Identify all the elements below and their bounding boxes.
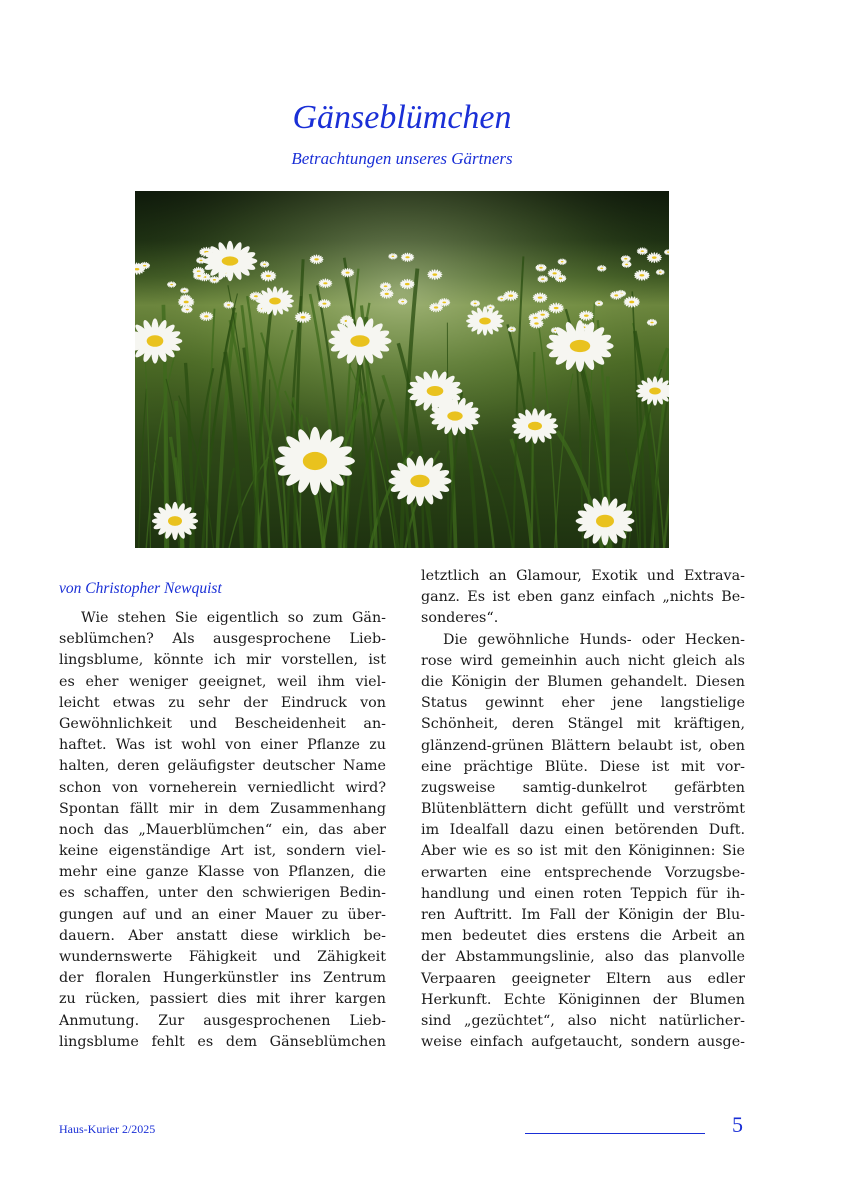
text-line: sonderes“. <box>421 610 499 627</box>
text-line: Herkunft. Echte Königinnen der Blumen <box>421 991 745 1008</box>
daisy-flower <box>512 408 558 444</box>
article-subtitle: Betrachtungen unseres Gärtners <box>291 149 513 168</box>
daisy-flower <box>380 282 392 290</box>
text-column-right <box>421 566 745 1053</box>
text-line: im Idealfall dazu einen betörenden Duft. <box>421 822 745 839</box>
daisy-flower <box>427 269 442 280</box>
daisy-flower <box>529 318 544 328</box>
text-line: glänzend-grünen Blättern belaubt ist, oben <box>421 737 745 754</box>
daisy-flower <box>634 270 650 281</box>
footer-issue: Haus-Kurier 2/2025 <box>59 1122 156 1136</box>
text-column-left <box>59 608 386 1053</box>
text-line: der floralen Hungerkünstler ins Zentrum <box>59 970 386 987</box>
text-line: Wie stehen Sie eigentlich so zum Gän- <box>81 610 386 626</box>
text-line: es eher weniger geeignet, weil ihm viel- <box>59 673 386 690</box>
daisy-flower <box>576 497 635 546</box>
text-line: dauern. Aber anstatt diese wirklich be- <box>59 927 386 944</box>
article-title: Gänseblümchen <box>292 99 512 136</box>
daisy-flower <box>536 310 550 320</box>
text-line: halten, deren geläufigster deutscher Name <box>59 758 386 775</box>
text-line: noch das „Mauerblümchen“ ein, das aber <box>59 821 386 838</box>
text-line: rose wird gemeinhin auch nicht gleich als <box>421 652 745 669</box>
daisy-flower <box>597 265 607 272</box>
text-line: Blütenblättern dicht gefüllt und verströmt <box>421 801 745 818</box>
daisy-flower <box>203 241 258 282</box>
daisy-flower <box>310 254 324 264</box>
daisy-flower <box>558 258 567 265</box>
daisy-flower <box>647 252 662 263</box>
text-line: weise einfach aufgetaucht, sondern ausge- <box>421 1034 745 1051</box>
text-line: Aber wie es so ist mit den Königinnen: Sie <box>421 843 745 860</box>
daisy-flower <box>318 278 332 288</box>
text-line: men bedeutet dies erstens die Arbeit an <box>421 928 745 945</box>
text-line: zu rücken, passiert dies mit ihrer kargen <box>59 991 386 1008</box>
text-line: ganz. Es ist eben ganz einfach „nichts Be- <box>421 589 745 606</box>
daisy-flower <box>508 326 517 332</box>
text-line: Spontan fällt mir in dem Zusammenhang <box>59 800 386 817</box>
daisy-flower <box>295 311 312 323</box>
daisy-flower <box>548 268 562 278</box>
daisy-flower <box>223 301 234 309</box>
text-line: lingsblume fehlt es dem Gänseblümchen <box>59 1033 386 1050</box>
daisy-flower <box>621 255 631 262</box>
daisy-flower <box>260 261 270 268</box>
daisy-flower <box>438 298 450 307</box>
daisy-flower <box>470 300 480 307</box>
text-line: lingsblume, könnte ich mir vorstellen, ist <box>59 652 386 669</box>
daisy-flower <box>388 253 397 260</box>
daisy-flower <box>318 299 331 308</box>
text-line: schon von vorneherein verniedlicht wird? <box>59 779 386 796</box>
daisy-flower <box>152 502 198 540</box>
text-line: gungen auf und an einer Mauer zu über- <box>59 906 386 923</box>
daisy-meadow-illustration <box>135 191 669 548</box>
text-line: keine eigenständige Art ist, sondern viel- <box>59 843 386 860</box>
daisy-flower <box>579 310 594 321</box>
text-line: Status gewinnt eher jene langstielige <box>421 695 745 712</box>
daisy-flower <box>548 302 564 313</box>
daisy-flower <box>533 292 548 303</box>
daisy-flower <box>182 306 193 314</box>
article-byline: von Christopher Newquist <box>59 580 222 597</box>
daisy-flower <box>167 281 176 288</box>
daisy-flower <box>624 296 641 308</box>
text-line: handlung und einen roten Teppich für ih- <box>421 885 745 902</box>
text-line: ren Auftritt. Im Fall der Königin der Blu- <box>421 907 745 923</box>
footer-rule <box>525 1133 705 1134</box>
daisy-flower <box>401 252 414 262</box>
daisy-flower <box>260 270 276 282</box>
daisy-flower <box>398 298 408 305</box>
text-line: zugsweise samtig-dunkelrot gefärbten <box>421 779 745 796</box>
text-line: die Königin der Blumen gehandelt. Diesen <box>421 673 745 690</box>
text-line: Gewöhnlichkeit und Bescheidenheit an- <box>59 715 386 732</box>
daisy-flower <box>537 275 548 283</box>
text-line: Die gewöhnliche Hunds- oder Hecken- <box>443 631 745 648</box>
text-line: seblümchen? Als ausgesprochene Lieb- <box>59 631 386 648</box>
daisy-flower <box>637 247 648 255</box>
text-line: Schönheit, deren Stängel mit kräftigen, <box>421 716 745 733</box>
daisy-flower <box>256 286 294 315</box>
daisy-flower <box>546 320 613 372</box>
text-line: Anmutung. Zur ausgesprochenen Lieb- <box>59 1012 386 1029</box>
daisy-flower <box>180 287 189 293</box>
text-line: haftet. Was ist wohl von einer Pflanze zu <box>59 737 386 754</box>
text-line: erwarten eine entsprechende Vorzugsbe- <box>421 864 745 881</box>
daisy-flower <box>430 397 480 436</box>
text-line: sind „gezüchtet“, also nicht natürlicher- <box>421 1012 745 1029</box>
daisy-flower <box>380 289 394 299</box>
text-line: der Abstammungslinie, also das planvolle <box>421 949 745 966</box>
daisy-flower <box>178 296 195 308</box>
daisy-meadow-photo <box>135 191 669 548</box>
text-line: Verpaaren geeigneter Eltern aus edler <box>421 970 745 987</box>
page-number: 5 <box>732 1112 743 1137</box>
daisy-flower <box>275 427 355 495</box>
daisy-flower <box>595 300 603 306</box>
text-line: wundernswerte Fähigkeit und Zähigkeit <box>59 949 386 965</box>
text-line: letztlich an Glamour, Exotik und Extrava- <box>421 568 745 584</box>
text-line: leicht etwas zu sehr der Eindruck von <box>59 694 386 711</box>
text-line: es schaffen, unter den schwierigen Bedin- <box>59 885 386 902</box>
text-line: mehr eine ganze Klasse von Pflanzen, die <box>59 864 386 881</box>
daisy-flower <box>199 311 213 321</box>
daisy-flower <box>466 306 504 335</box>
text-line: eine prächtige Blüte. Diese ist mit vor- <box>421 758 745 775</box>
daisy-flower <box>329 317 392 366</box>
daisy-flower <box>389 456 452 506</box>
